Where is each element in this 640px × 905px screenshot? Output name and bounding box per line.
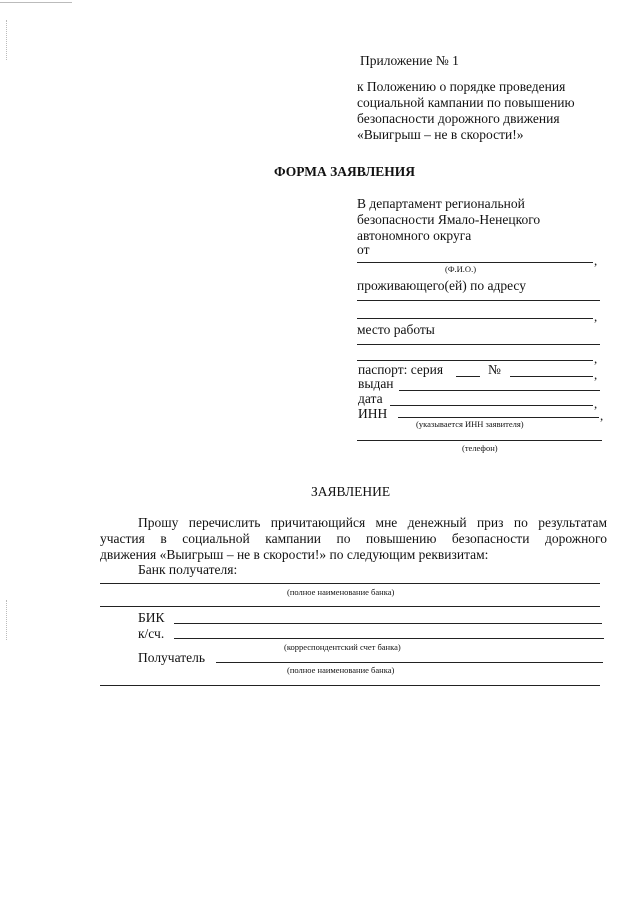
recipient-field-2[interactable] — [100, 685, 600, 686]
address-field-1[interactable] — [357, 300, 600, 301]
recipient-label: Получатель — [138, 650, 206, 665]
account-caption: (корреспондентский счет банка) — [284, 642, 401, 652]
work-field-1[interactable] — [357, 344, 600, 345]
phone-caption: (телефон) — [462, 443, 498, 453]
recipient-field[interactable] — [216, 662, 603, 663]
fio-field[interactable] — [357, 262, 593, 263]
issued-field[interactable] — [399, 390, 600, 391]
appendix-line: «Выигрыш – не в скорости!» — [357, 127, 524, 142]
comma: , — [594, 253, 598, 268]
bank-field[interactable] — [100, 583, 600, 584]
account-label: к/сч. — [138, 626, 165, 641]
comma: , — [594, 396, 598, 411]
date-label: дата — [358, 391, 383, 406]
account-field[interactable] — [174, 638, 604, 639]
inn-label: ИНН — [358, 406, 388, 421]
inn-field[interactable] — [398, 417, 599, 418]
passport-series-field[interactable] — [456, 376, 480, 377]
statement-body-line: участия в социальной кампании по повышению безопасности дорожного — [100, 531, 607, 546]
comma: , — [594, 351, 598, 366]
fio-caption: (Ф.И.О.) — [445, 264, 477, 274]
address-label: проживающего(ей) по адресу — [357, 278, 526, 293]
comma: , — [600, 408, 604, 423]
comma: , — [594, 309, 598, 324]
inn-caption: (указывается ИНН заявителя) — [416, 419, 524, 429]
from-label: от — [357, 242, 370, 257]
scan-edge-mark — [0, 2, 72, 3]
phone-field[interactable] — [357, 440, 602, 441]
comma: , — [594, 367, 598, 382]
bank-field-2[interactable] — [100, 606, 600, 607]
statement-body-line: Прошу перечислить причитающийся мне денежный приз по результатам — [138, 515, 607, 530]
bank-caption: (полное наименование банка) — [287, 587, 395, 597]
scan-edge-dots — [6, 20, 8, 60]
issued-label: выдан — [358, 376, 394, 391]
appendix-title: Приложение № 1 — [360, 53, 459, 68]
number-sign: № — [488, 362, 501, 377]
scan-edge-dots — [6, 600, 8, 640]
passport-number-field[interactable] — [510, 376, 593, 377]
passport-label: паспорт: серия — [358, 362, 444, 377]
form-title: ФОРМА ЗАЯВЛЕНИЯ — [274, 164, 416, 179]
work-field-2[interactable] — [357, 360, 593, 361]
appendix-line: социальной кампании по повышению — [357, 95, 575, 110]
recipient-caption: (полное наименование банка) — [287, 665, 395, 675]
statement-heading: ЗАЯВЛЕНИЕ — [311, 484, 391, 499]
bik-label: БИК — [138, 610, 165, 625]
work-label: место работы — [357, 322, 435, 337]
appendix-line: безопасности дорожного движения — [357, 111, 560, 126]
addressee-line: безопасности Ямало-Ненецкого — [357, 212, 541, 227]
appendix-line: к Положению о порядке проведения — [357, 79, 566, 94]
statement-body-line: движения «Выигрыш – не в скорости!» по следующим реквизитам: — [100, 547, 489, 562]
addressee-line: В департамент региональной — [357, 196, 525, 211]
bank-label: Банк получателя: — [138, 562, 238, 577]
addressee-line: автономного округа — [357, 228, 472, 243]
date-field[interactable] — [390, 405, 593, 406]
address-field-2[interactable] — [357, 318, 593, 319]
bik-field[interactable] — [174, 623, 602, 624]
